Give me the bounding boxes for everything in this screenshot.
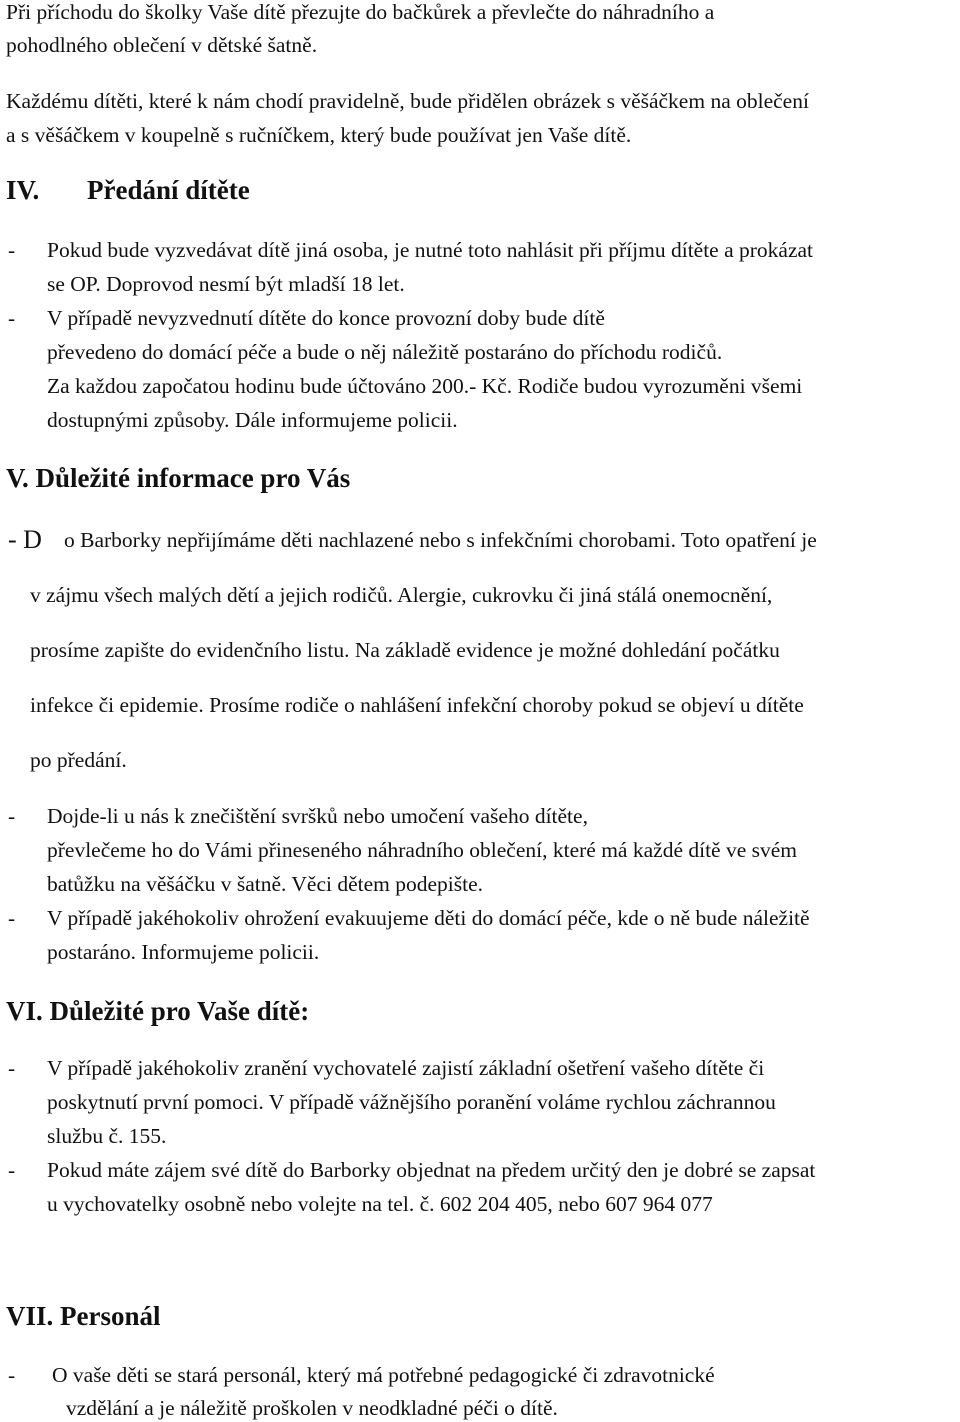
paragraph-line: v zájmu všech malých dětí a jejich rodičů. Alergie, cukrovku či jiná stálá onemocnění, <box>30 583 773 607</box>
section-heading-v: V. Důležité informace pro Vás <box>6 463 351 493</box>
lead-dash: - D <box>8 525 42 554</box>
intro-line: pohodlného oblečení v dětské šatně. <box>6 33 318 57</box>
list-item-line: Pokud máte zájem své dítě do Barborky objednat na předem určitý den je dobré se zapsat <box>47 1158 816 1182</box>
list-item-line: Dojde-li u nás k znečištění svršků nebo umočení vašeho dítěte, <box>47 804 588 828</box>
section-heading-vi: VI. Důležité pro Vaše dítě: <box>6 996 310 1026</box>
list-dash: - <box>8 1056 16 1080</box>
intro-line: a s věšáčkem v koupelně s ručníčkem, který bude používat jen Vaše dítě. <box>6 123 632 147</box>
section-heading-iv <box>6 177 39 204</box>
list-dash: - <box>8 306 16 330</box>
list-item-line: převedeno do domácí péče a bude o něj náležitě postaráno do příchodu rodičů. <box>47 340 723 364</box>
list-item-line: V případě nevyzvednutí dítěte do konce provozní doby bude dítě <box>47 306 605 330</box>
list-dash: - <box>8 238 16 262</box>
paragraph-line: po předání. <box>30 748 127 772</box>
intro-line: Každému dítěti, které k nám chodí pravidelně, bude přidělen obrázek s věšáčkem na oblečení <box>6 89 809 113</box>
section-number: IV. <box>6 175 40 205</box>
paragraph-line: infekce či epidemie. Prosíme rodiče o nahlášení infekční choroby pokud se objeví u dítěte <box>30 693 804 717</box>
list-item-line: O vaše děti se stará personál, který má potřebné pedagogické či zdravotnické <box>52 1363 715 1387</box>
section-heading-vii: VII. Personál <box>6 1301 161 1331</box>
list-dash: - <box>8 1158 16 1182</box>
list-item-line: se OP. Doprovod nesmí být mladší 18 let. <box>47 272 405 296</box>
list-item-line: dostupnými způsoby. Dále informujeme policii. <box>47 408 458 432</box>
list-dash: - <box>8 1363 16 1387</box>
list-dash: - <box>8 804 16 828</box>
paragraph-line: prosíme zapište do evidenčního listu. Na základě evidence je možné dohledání počátku <box>30 638 780 662</box>
list-item-line: službu č. 155. <box>47 1124 167 1148</box>
list-item-line: Pokud bude vyzvedávat dítě jiná osoba, je nutné toto nahlásit při příjmu dítěte a prokázat <box>47 238 814 262</box>
list-item-line: Za každou započatou hodinu bude účtováno 200.- Kč. Rodiče budou vyrozuměni všemi <box>47 374 803 398</box>
list-item-line: poskytnutí první pomoci. V případě vážnějšího poranění voláme rychlou záchrannou <box>47 1090 776 1114</box>
list-item-line: postaráno. Informujeme policii. <box>47 940 320 964</box>
intro-line: Při příchodu do školky Vaše dítě přezujte do bačkůrek a převlečte do náhradního a <box>6 0 715 24</box>
list-item-line: u vychovatelky osobně nebo volejte na tel. č. 602 204 405, nebo 607 964 077 <box>47 1192 713 1216</box>
list-item-line: vzdělání a je náležitě proškolen v neodkladné péči o dítě. <box>66 1396 558 1420</box>
paragraph-line: o Barborky nepřijímáme děti nachlazené nebo s infekčními chorobami. Toto opatření je <box>64 528 817 552</box>
list-item-line: převlečeme ho do Vámi přineseného náhradního oblečení, které má každé dítě ve svém <box>47 838 798 862</box>
list-item-line: V případě jakéhokoliv zranění vychovatelé zajistí základní ošetření vašeho dítěte či <box>47 1056 765 1080</box>
list-item-line: batůžku na věšáčku v šatně. Věci dětem podepište. <box>47 872 484 896</box>
section-title: Předání dítěte <box>87 175 250 205</box>
list-dash: - <box>8 906 16 930</box>
list-item-line: V případě jakéhokoliv ohrožení evakuujeme děti do domácí péče, kde o ně bude náležitě <box>47 906 810 930</box>
